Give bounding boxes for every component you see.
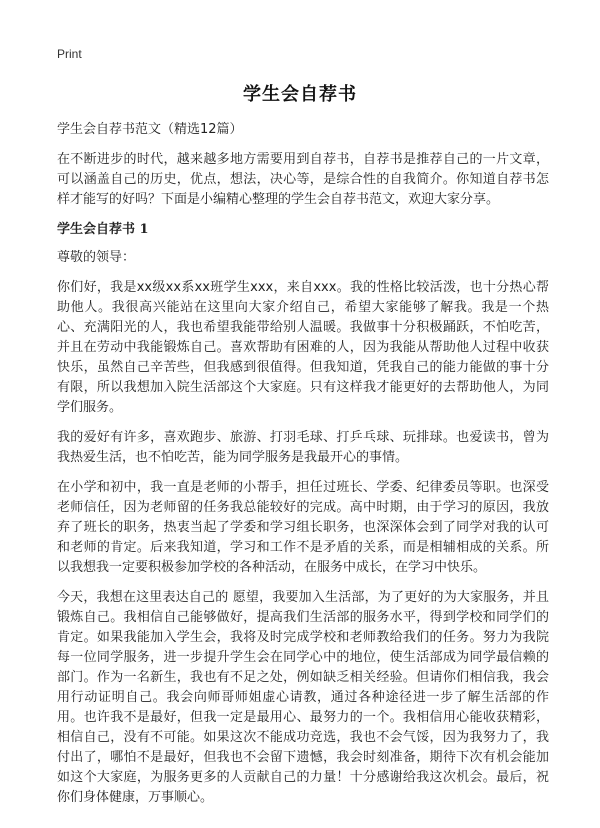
- document-title: 学生会自荐书: [243, 84, 357, 105]
- intro-paragraph: 在不断进步的时代，越来越多地方需要用到自荐书，自荐书是推荐自己的一片文章，可以涵盖自己的历史，优点，想法，决心等，是综合性的自我简介。你知道自荐书怎样才能写的好吗？下面是小编精心整理的学生会自荐书范文，欢迎大家分享。: [57, 152, 549, 207]
- body-paragraph-4: 今天，我想在这里表达自己的 愿望，我要加入生活部，为了更好的为大家服务，并且锻炼自己。我相信自己能够做好，提高我们生活部的服务水平，得到学校和同学们的肯定。如果我能加入学生会，我将及时完成学校和老师教给我们的任务。努力为我院每一位同学服务，进一步提升学生会在同学心中的地位，使生活部成为同学最信赖的部门。作为一名新生，我也有不足之处，例如缺乏相关经验。但请你们相信我，我会用行动证明自己。我会向师哥师姐虚心请教，通过各种途径进一步了解生活部的作用。也许我不是最好，但我一定是最用心、最努力的一个。我相信用心能收获精彩，相信自己，没有不可能。如果这次不能成功竞选，我也不会气馁，因为我努力了，我付出了，哪怕不是最好，但我也不会留下遗憾，我会时刻准备，期待下次有机会能加如这个大家庭，为服务更多的人贡献自己的力量！十分感谢给我这次机会。最后，祝你们身体健康，万事顺心。: [57, 590, 549, 805]
- document-subtitle: 学生会自荐书范文（精选12篇）: [57, 122, 243, 137]
- body-paragraph-3: 在小学和初中，我一直是老师的小帮手，担任过班长、学委、纪律委员等职。也深受老师信任，因为老师留的任务我总能较好的完成。高中时期，由于学习的原因，我放弃了班长的职务，热衷当起了学委和学习组长职务，也深深体会到了同学对我的认可和老师的肯定。后来我知道，学习和工作不是矛盾的关系，而是相辅相成的关系。所以我想我一定要积极参加学校的各种活动，在服务中成长，在学习中快乐。: [57, 480, 549, 575]
- salutation: 尊敬的领导：: [57, 250, 136, 265]
- document-body: [57, 120, 549, 818]
- body-paragraph-2: 我的爱好有许多，喜欢跑步、旅游、打羽毛球、打乒乓球、玩排球。也爱读书，曾为我热爱生活，也不怕吃苦，能为同学服务是我最开心的事情。: [57, 430, 549, 465]
- print-link[interactable]: Print: [57, 47, 82, 61]
- section-heading: 学生会自荐书 1: [57, 222, 149, 237]
- body-paragraph-1: 你们好，我是xx级xx系xx班学生xxx，来自xxx。我的性格比较活泼，也十分热心帮助他人。我很高兴能站在这里向大家介绍自己，希望大家能够了解我。我是一个热心、充满阳光的人，我也希望我能带给别人温暖。我做事十分积极踊跃，不怕吃苦，并且在劳动中我能锻炼自己。喜欢帮助有困难的人，因为我能从帮助他人过程中收获快乐，虽然自己辛苦些，但我感到很值得。但我知道，凭我自己的能力能做的事十分有限，所以我想加入院生活部这个大家庭。只有这样我才能更好的去帮助他人，为同学们服务。: [57, 280, 549, 415]
